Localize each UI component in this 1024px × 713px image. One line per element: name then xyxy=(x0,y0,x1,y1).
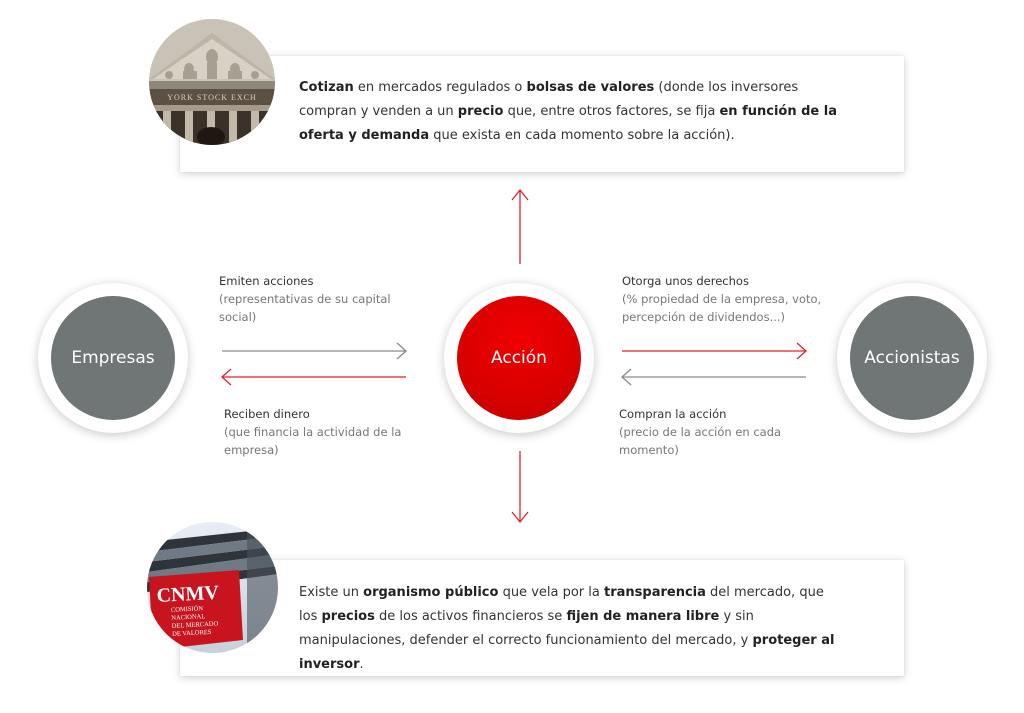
emphasis-text: precios xyxy=(321,609,375,624)
empresas-label: Empresas xyxy=(51,296,175,420)
body-text: (donde los inversores compran y venden a un xyxy=(299,80,799,119)
label-otorga xyxy=(622,272,847,326)
emphasis-text: bolsas de valores xyxy=(526,80,655,95)
arrow-reciben xyxy=(222,369,406,385)
body-text: que exista en cada momento sobre la acción). xyxy=(429,128,735,143)
label-compran xyxy=(619,405,794,459)
emphasis-text: organismo público xyxy=(363,585,499,600)
arrow-emiten xyxy=(222,343,406,359)
cnmv-photo xyxy=(147,522,278,653)
arrow-up xyxy=(512,190,528,264)
compran-subtitle: (precio de la acción en cada momento) xyxy=(619,425,782,457)
label-reciben xyxy=(224,405,404,459)
emphasis-text: fijen de manera libre xyxy=(566,609,720,624)
cnmv-logo-line2: NACIONAL xyxy=(171,613,206,622)
compran-title: Compran la acción xyxy=(619,407,727,421)
body-text: de los activos financieros se xyxy=(374,609,567,624)
arrow-down xyxy=(512,451,528,522)
body-text: que, entre otros factores, se fija xyxy=(503,104,720,119)
otorga-title: Otorga unos derechos xyxy=(622,274,749,288)
reciben-subtitle: (que financia la actividad de la empresa) xyxy=(224,425,402,457)
emphasis-text: precio xyxy=(457,104,504,119)
body-text: en mercados regulados o xyxy=(353,80,527,95)
cnmv-logo-line1: COMISIÓN xyxy=(170,605,204,614)
top-card-text xyxy=(299,76,839,148)
stock-exchange-frieze-text: YORK STOCK EXCH xyxy=(167,93,257,102)
emphasis-text: Cotizan xyxy=(299,80,354,95)
reciben-title: Reciben dinero xyxy=(224,407,310,421)
node-accion xyxy=(444,283,594,433)
arrow-compran xyxy=(622,369,806,385)
stock-exchange-photo xyxy=(149,19,275,145)
body-text: del mercado, que los xyxy=(299,585,824,624)
emphasis-text: transparencia xyxy=(604,585,706,600)
cnmv-logo-line4: DE VALORES xyxy=(171,628,212,638)
cnmv-logo-title: CNMV xyxy=(156,581,220,607)
bottom-card xyxy=(180,560,904,676)
body-text: que vela por la xyxy=(498,585,604,600)
top-card xyxy=(180,56,904,172)
otorga-subtitle: (% propiedad de la empresa, voto, percepción de dividendos...) xyxy=(622,292,822,324)
node-empresas xyxy=(38,283,188,433)
body-text: y sin manipulaciones, defender el correcto funcionamiento del mercado, y xyxy=(299,609,754,648)
arrow-otorga xyxy=(622,343,806,359)
accionistas-label: Accionistas xyxy=(850,296,974,420)
body-text: . xyxy=(359,657,364,672)
label-emiten xyxy=(219,272,399,326)
bottom-card-text xyxy=(299,581,839,677)
emphasis-text: proteger al inversor xyxy=(299,633,835,672)
emiten-subtitle: (representativas de su capital social) xyxy=(219,292,391,324)
accion-label: Acción xyxy=(457,296,581,420)
node-accionistas xyxy=(837,283,987,433)
cnmv-logo-line3: DEL MERCADO xyxy=(171,620,219,630)
emphasis-text: en función de la oferta y demanda xyxy=(299,104,837,143)
emiten-title: Emiten acciones xyxy=(219,274,314,288)
body-text: Existe un xyxy=(299,585,364,600)
